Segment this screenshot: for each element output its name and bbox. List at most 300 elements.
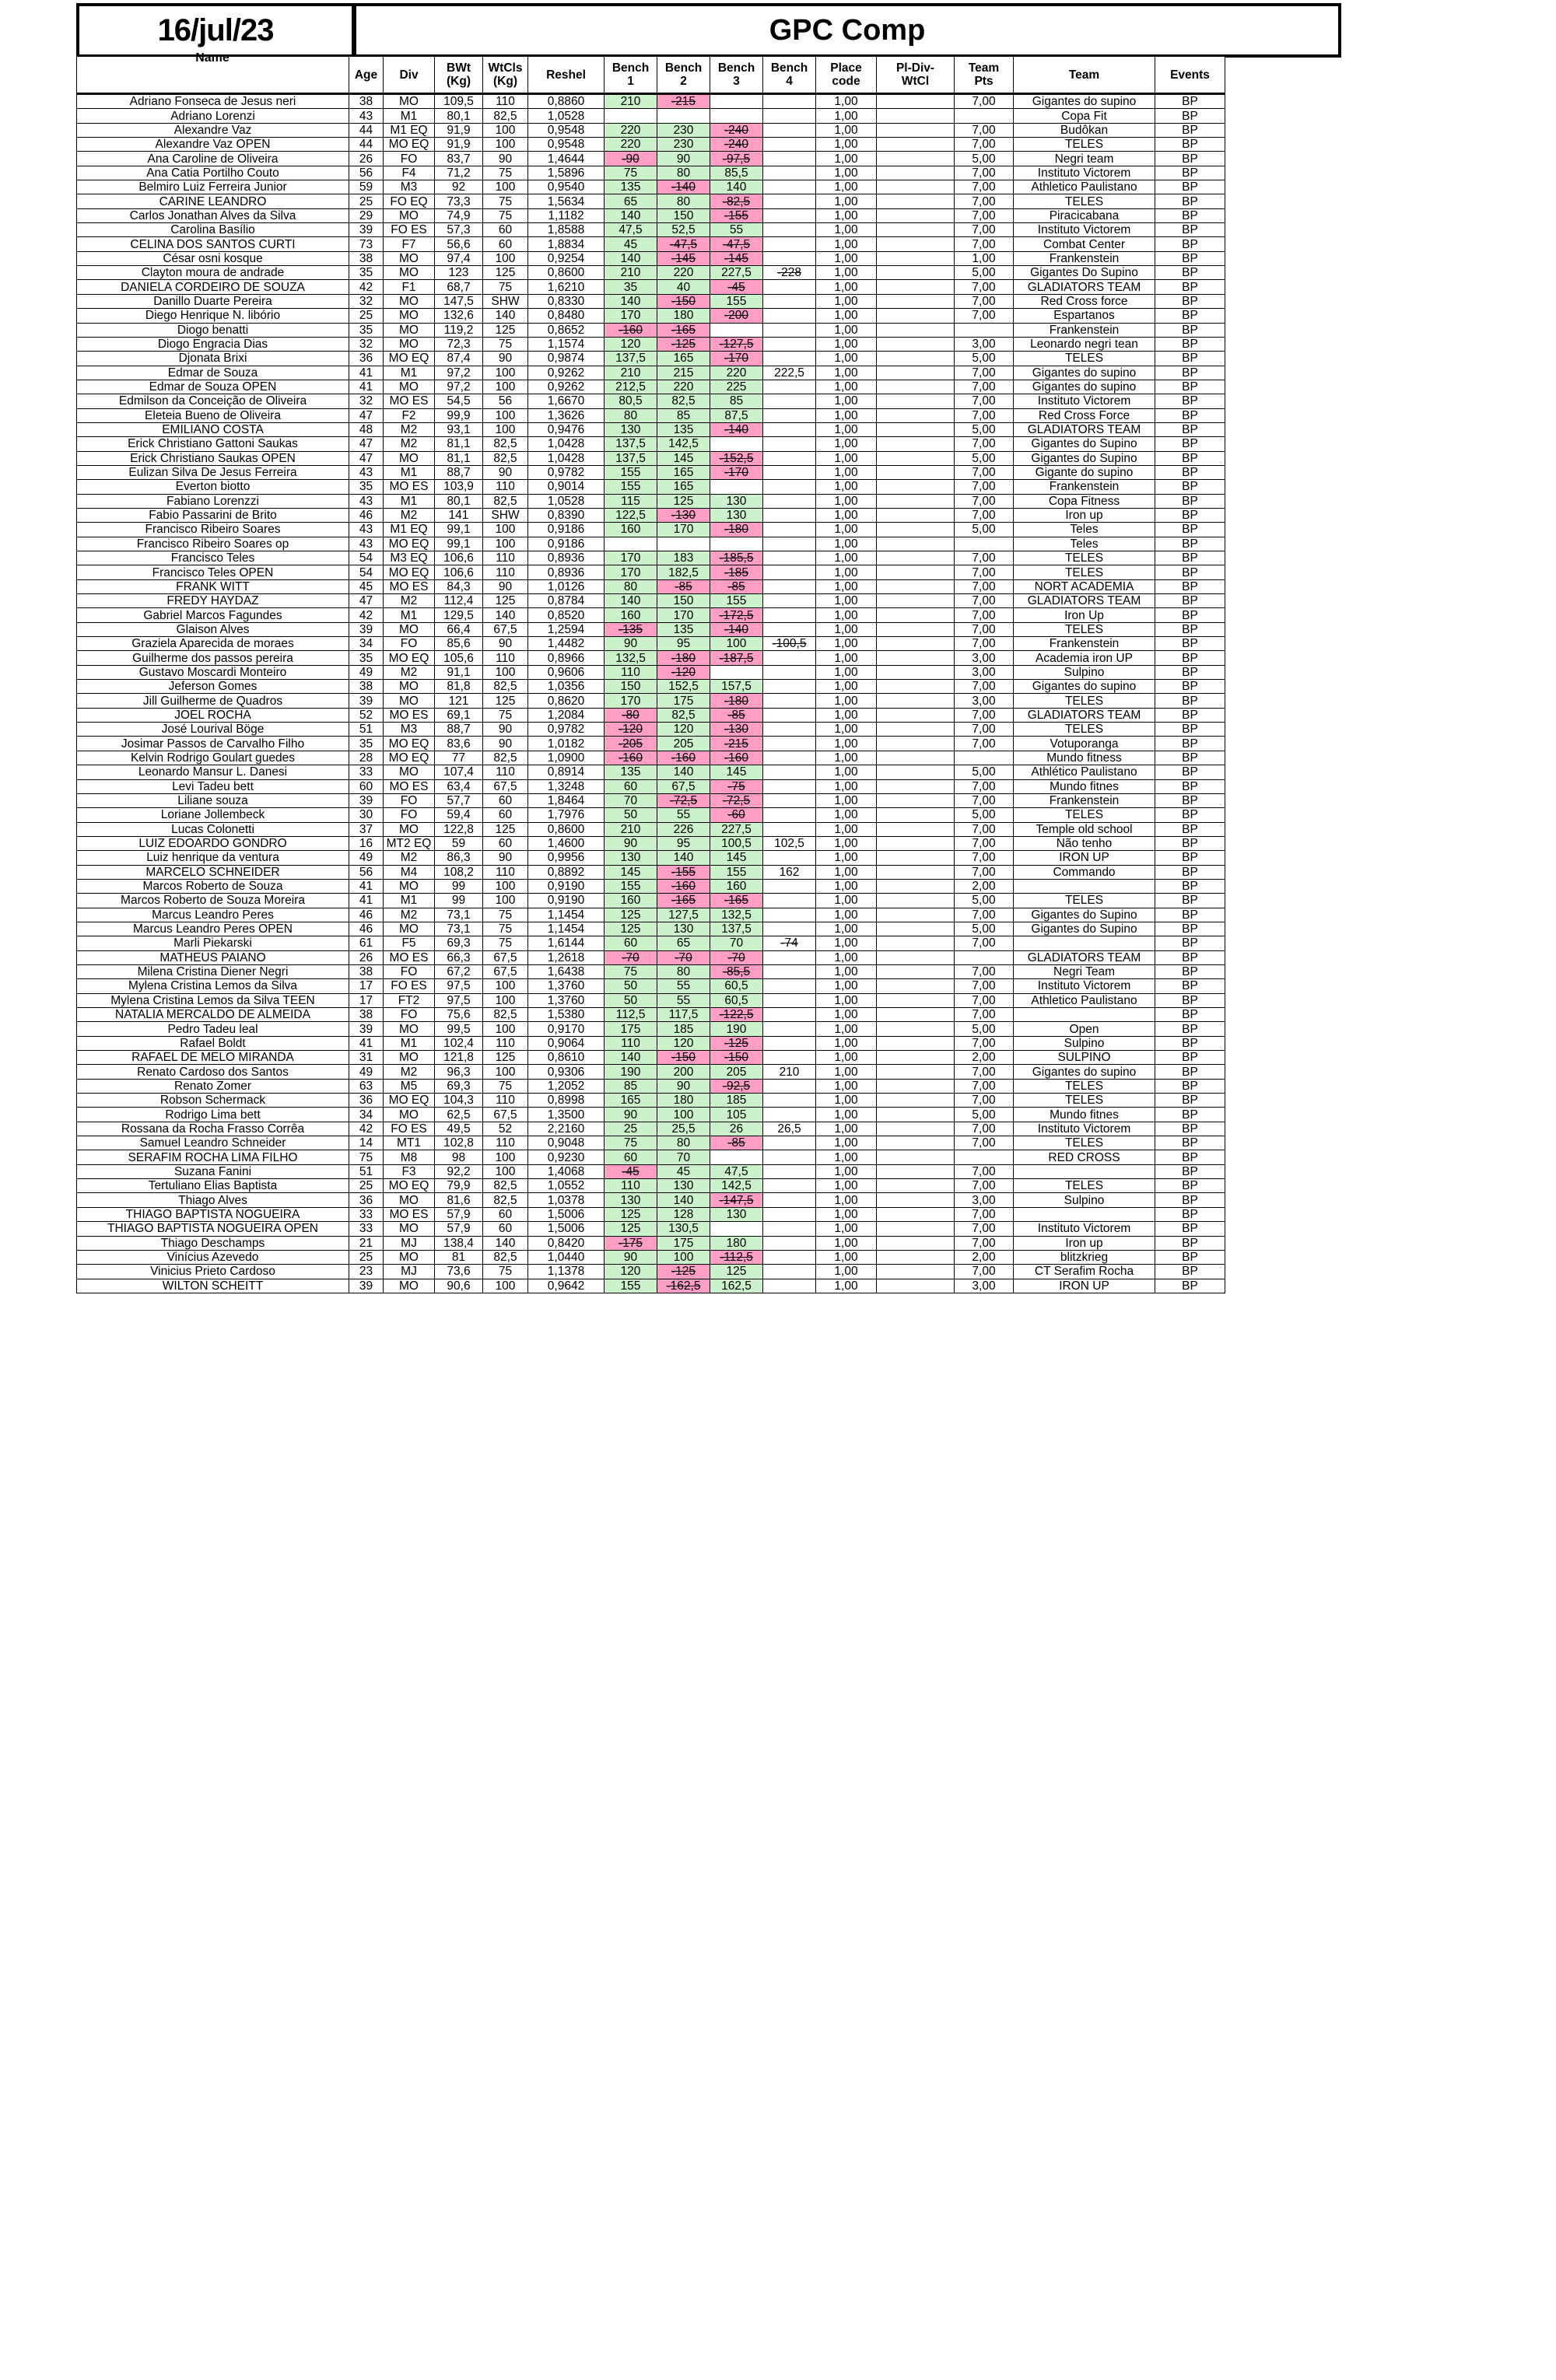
cell-wtcls[interactable]: 100: [483, 1164, 528, 1178]
cell-team-pts[interactable]: 7,00: [955, 1036, 1014, 1050]
cell-name[interactable]: Marli Piekarski: [77, 936, 349, 950]
cell-team-pts[interactable]: [955, 109, 1014, 123]
cell-bwt[interactable]: 99,9: [435, 408, 483, 422]
table-row[interactable]: [77, 309, 1225, 323]
cell-bench-3[interactable]: -172,5: [710, 608, 763, 622]
cell-reshel[interactable]: 0,9548: [528, 123, 605, 137]
cell-events[interactable]: BP: [1155, 380, 1225, 394]
cell-bench-3[interactable]: 85: [710, 394, 763, 408]
cell-bench-3[interactable]: -187,5: [710, 651, 763, 665]
cell-wtcls[interactable]: 100: [483, 979, 528, 993]
cell-bench-1[interactable]: 140: [605, 294, 657, 308]
cell-bench-3[interactable]: -145: [710, 251, 763, 265]
cell-events[interactable]: BP: [1155, 1265, 1225, 1279]
cell-name[interactable]: Marcus Leandro Peres: [77, 908, 349, 922]
cell-team[interactable]: IRON UP: [1014, 851, 1155, 865]
cell-name[interactable]: Glaison Alves: [77, 622, 349, 636]
cell-pl-div-wtcl[interactable]: [877, 922, 955, 936]
cell-bench-1[interactable]: 125: [605, 1207, 657, 1221]
cell-bench-2[interactable]: 205: [657, 737, 710, 751]
cell-pl-div-wtcl[interactable]: [877, 494, 955, 508]
cell-place-code[interactable]: 1,00: [816, 1222, 877, 1236]
cell-bench-2[interactable]: 128: [657, 1207, 710, 1221]
cell-events[interactable]: BP: [1155, 1022, 1225, 1036]
cell-place-code[interactable]: 1,00: [816, 922, 877, 936]
cell-bench-1[interactable]: 137,5: [605, 437, 657, 451]
cell-wtcls[interactable]: 82,5: [483, 1008, 528, 1022]
cell-wtcls[interactable]: 110: [483, 480, 528, 494]
cell-events[interactable]: BP: [1155, 408, 1225, 422]
cell-bwt[interactable]: 88,7: [435, 723, 483, 737]
cell-bwt[interactable]: 93,1: [435, 422, 483, 436]
cell-bench-3[interactable]: 26: [710, 1122, 763, 1136]
cell-bench-2[interactable]: -160: [657, 751, 710, 765]
cell-reshel[interactable]: 1,0528: [528, 109, 605, 123]
cell-div[interactable]: MO: [384, 922, 435, 936]
cell-team-pts[interactable]: 5,00: [955, 523, 1014, 537]
cell-pl-div-wtcl[interactable]: [877, 208, 955, 222]
cell-bwt[interactable]: 97,2: [435, 366, 483, 380]
cell-place-code[interactable]: 1,00: [816, 950, 877, 964]
cell-wtcls[interactable]: 100: [483, 537, 528, 551]
cell-team[interactable]: Mundo fitnes: [1014, 779, 1155, 793]
cell-bench-2[interactable]: 175: [657, 1236, 710, 1250]
cell-events[interactable]: BP: [1155, 451, 1225, 465]
cell-team-pts[interactable]: 5,00: [955, 422, 1014, 436]
cell-reshel[interactable]: 0,8892: [528, 865, 605, 879]
cell-events[interactable]: BP: [1155, 894, 1225, 908]
cell-pl-div-wtcl[interactable]: [877, 451, 955, 465]
cell-team[interactable]: Academia iron UP: [1014, 651, 1155, 665]
cell-pl-div-wtcl[interactable]: [877, 822, 955, 836]
cell-bench-3[interactable]: -180: [710, 523, 763, 537]
cell-bench-1[interactable]: 80,5: [605, 394, 657, 408]
cell-bench-4[interactable]: [763, 208, 816, 222]
cell-reshel[interactable]: 0,8652: [528, 323, 605, 337]
table-row[interactable]: [77, 793, 1225, 807]
cell-wtcls[interactable]: 82,5: [483, 1193, 528, 1207]
cell-bench-3[interactable]: -130: [710, 723, 763, 737]
cell-pl-div-wtcl[interactable]: [877, 1108, 955, 1122]
cell-team-pts[interactable]: 7,00: [955, 380, 1014, 394]
cell-team-pts[interactable]: 7,00: [955, 565, 1014, 579]
table-row[interactable]: [77, 1022, 1225, 1036]
cell-bench-3[interactable]: -72,5: [710, 793, 763, 807]
cell-place-code[interactable]: 1,00: [816, 123, 877, 137]
cell-div[interactable]: F1: [384, 280, 435, 294]
cell-team[interactable]: GLADIATORS TEAM: [1014, 594, 1155, 608]
cell-bench-2[interactable]: -165: [657, 894, 710, 908]
cell-name[interactable]: Tertuliano Elias Baptista: [77, 1179, 349, 1193]
cell-div[interactable]: M1: [384, 109, 435, 123]
cell-age[interactable]: 43: [349, 537, 384, 551]
table-row[interactable]: [77, 1193, 1225, 1207]
cell-wtcls[interactable]: 110: [483, 765, 528, 779]
cell-name[interactable]: César osni kosque: [77, 251, 349, 265]
cell-events[interactable]: BP: [1155, 1036, 1225, 1050]
cell-bench-1[interactable]: 90: [605, 836, 657, 850]
cell-wtcls[interactable]: 125: [483, 694, 528, 708]
table-row[interactable]: [77, 1051, 1225, 1065]
cell-team-pts[interactable]: 7,00: [955, 123, 1014, 137]
cell-pl-div-wtcl[interactable]: [877, 508, 955, 522]
cell-age[interactable]: 23: [349, 1265, 384, 1279]
cell-wtcls[interactable]: 90: [483, 737, 528, 751]
cell-team-pts[interactable]: 7,00: [955, 1236, 1014, 1250]
cell-team[interactable]: Espartanos: [1014, 309, 1155, 323]
cell-age[interactable]: 32: [349, 394, 384, 408]
cell-name[interactable]: CELINA DOS SANTOS CURTI: [77, 237, 349, 251]
cell-place-code[interactable]: 1,00: [816, 665, 877, 679]
cell-pl-div-wtcl[interactable]: [877, 523, 955, 537]
cell-team-pts[interactable]: 7,00: [955, 1122, 1014, 1136]
cell-bench-4[interactable]: [763, 237, 816, 251]
cell-team-pts[interactable]: 5,00: [955, 808, 1014, 822]
cell-team-pts[interactable]: 7,00: [955, 208, 1014, 222]
cell-team[interactable]: Gigantes do supino: [1014, 1065, 1155, 1079]
cell-bench-3[interactable]: -85: [710, 579, 763, 593]
cell-events[interactable]: BP: [1155, 1150, 1225, 1164]
cell-bwt[interactable]: 91,9: [435, 138, 483, 152]
cell-bench-4[interactable]: [763, 280, 816, 294]
cell-bench-3[interactable]: 70: [710, 936, 763, 950]
cell-bwt[interactable]: 81,6: [435, 1193, 483, 1207]
cell-bench-4[interactable]: [763, 1094, 816, 1108]
cell-events[interactable]: BP: [1155, 793, 1225, 807]
cell-bench-2[interactable]: 45: [657, 1164, 710, 1178]
cell-bwt[interactable]: 121: [435, 694, 483, 708]
table-row[interactable]: [77, 637, 1225, 651]
cell-bench-2[interactable]: -150: [657, 294, 710, 308]
cell-events[interactable]: BP: [1155, 765, 1225, 779]
cell-pl-div-wtcl[interactable]: [877, 950, 955, 964]
cell-bench-4[interactable]: [763, 950, 816, 964]
cell-wtcls[interactable]: 75: [483, 908, 528, 922]
cell-place-code[interactable]: 1,00: [816, 894, 877, 908]
cell-bench-4[interactable]: [763, 651, 816, 665]
cell-bench-1[interactable]: 125: [605, 922, 657, 936]
cell-wtcls[interactable]: 82,5: [483, 109, 528, 123]
cell-place-code[interactable]: 1,00: [816, 637, 877, 651]
cell-bwt[interactable]: 132,6: [435, 309, 483, 323]
cell-bench-4[interactable]: [763, 251, 816, 265]
cell-bench-4[interactable]: [763, 323, 816, 337]
cell-team-pts[interactable]: [955, 751, 1014, 765]
cell-bench-4[interactable]: [763, 109, 816, 123]
cell-age[interactable]: 34: [349, 637, 384, 651]
cell-age[interactable]: 49: [349, 1065, 384, 1079]
cell-div[interactable]: F4: [384, 166, 435, 180]
cell-events[interactable]: BP: [1155, 480, 1225, 494]
cell-team[interactable]: TELES: [1014, 565, 1155, 579]
cell-age[interactable]: 39: [349, 1279, 384, 1293]
cell-bench-3[interactable]: 160: [710, 879, 763, 893]
cell-wtcls[interactable]: 110: [483, 551, 528, 565]
cell-bench-3[interactable]: -155: [710, 208, 763, 222]
cell-bench-2[interactable]: 127,5: [657, 908, 710, 922]
cell-div[interactable]: FO EQ: [384, 194, 435, 208]
table-row[interactable]: [77, 765, 1225, 779]
cell-team[interactable]: Athletico Paulistano: [1014, 180, 1155, 194]
cell-pl-div-wtcl[interactable]: [877, 294, 955, 308]
cell-bench-3[interactable]: 125: [710, 1265, 763, 1279]
cell-div[interactable]: MO: [384, 294, 435, 308]
cell-div[interactable]: MO EQ: [384, 138, 435, 152]
cell-place-code[interactable]: 1,00: [816, 865, 877, 879]
cell-bench-1[interactable]: 160: [605, 894, 657, 908]
cell-events[interactable]: BP: [1155, 694, 1225, 708]
cell-team[interactable]: TELES: [1014, 808, 1155, 822]
cell-bwt[interactable]: 108,2: [435, 865, 483, 879]
cell-bench-2[interactable]: -85: [657, 579, 710, 593]
cell-bench-4[interactable]: [763, 152, 816, 166]
cell-team[interactable]: Sulpino: [1014, 665, 1155, 679]
cell-name[interactable]: Luiz henrique da ventura: [77, 851, 349, 865]
cell-place-code[interactable]: 1,00: [816, 380, 877, 394]
cell-bench-1[interactable]: 85: [605, 1079, 657, 1093]
cell-name[interactable]: Mylena Cristina Lemos da Silva: [77, 979, 349, 993]
cell-team[interactable]: TELES: [1014, 352, 1155, 366]
cell-bench-2[interactable]: 170: [657, 608, 710, 622]
cell-bench-4[interactable]: [763, 979, 816, 993]
cell-bench-3[interactable]: 220: [710, 366, 763, 380]
table-row[interactable]: [77, 437, 1225, 451]
cell-team[interactable]: Instituto Victorem: [1014, 1222, 1155, 1236]
cell-events[interactable]: BP: [1155, 1094, 1225, 1108]
cell-bwt[interactable]: 71,2: [435, 166, 483, 180]
cell-events[interactable]: BP: [1155, 352, 1225, 366]
cell-bwt[interactable]: 106,6: [435, 565, 483, 579]
cell-age[interactable]: 51: [349, 1164, 384, 1178]
cell-bench-2[interactable]: 130: [657, 922, 710, 936]
cell-name[interactable]: Diogo benatti: [77, 323, 349, 337]
cell-name[interactable]: Gustavo Moscardi Monteiro: [77, 665, 349, 679]
cell-bwt[interactable]: 81,1: [435, 437, 483, 451]
cell-bench-3[interactable]: -85: [710, 1136, 763, 1150]
cell-team[interactable]: Instituto Victorem: [1014, 166, 1155, 180]
cell-bench-3[interactable]: -152,5: [710, 451, 763, 465]
table-row[interactable]: [77, 109, 1225, 123]
cell-reshel[interactable]: 1,4600: [528, 836, 605, 850]
cell-name[interactable]: Marcos Roberto de Souza Moreira: [77, 894, 349, 908]
cell-team[interactable]: Gigante do supino: [1014, 465, 1155, 479]
cell-reshel[interactable]: 0,9782: [528, 723, 605, 737]
cell-div[interactable]: FO: [384, 808, 435, 822]
cell-age[interactable]: 60: [349, 779, 384, 793]
cell-team[interactable]: SULPINO: [1014, 1051, 1155, 1065]
cell-name[interactable]: Graziela Aparecida de moraes: [77, 637, 349, 651]
table-row[interactable]: [77, 1108, 1225, 1122]
cell-team[interactable]: TELES: [1014, 694, 1155, 708]
cell-wtcls[interactable]: 90: [483, 723, 528, 737]
cell-bench-4[interactable]: [763, 793, 816, 807]
cell-place-code[interactable]: 1,00: [816, 266, 877, 280]
cell-pl-div-wtcl[interactable]: [877, 280, 955, 294]
cell-wtcls[interactable]: 125: [483, 594, 528, 608]
cell-pl-div-wtcl[interactable]: [877, 152, 955, 166]
cell-events[interactable]: BP: [1155, 651, 1225, 665]
cell-bench-2[interactable]: 120: [657, 723, 710, 737]
cell-bench-4[interactable]: [763, 194, 816, 208]
cell-div[interactable]: M1: [384, 1036, 435, 1050]
cell-team[interactable]: [1014, 1207, 1155, 1221]
cell-div[interactable]: MO EQ: [384, 537, 435, 551]
cell-team[interactable]: Athlético Paulistano: [1014, 765, 1155, 779]
cell-age[interactable]: 25: [349, 194, 384, 208]
cell-div[interactable]: MO: [384, 1222, 435, 1236]
cell-team[interactable]: Negri team: [1014, 152, 1155, 166]
cell-bwt[interactable]: 83,7: [435, 152, 483, 166]
table-row[interactable]: [77, 950, 1225, 964]
cell-bench-4[interactable]: [763, 294, 816, 308]
cell-wtcls[interactable]: 100: [483, 879, 528, 893]
cell-bench-1[interactable]: 150: [605, 680, 657, 694]
cell-bench-4[interactable]: [763, 1236, 816, 1250]
cell-div[interactable]: MO: [384, 251, 435, 265]
cell-div[interactable]: MO: [384, 879, 435, 893]
cell-bwt[interactable]: 86,3: [435, 851, 483, 865]
cell-div[interactable]: MO: [384, 380, 435, 394]
cell-events[interactable]: BP: [1155, 594, 1225, 608]
cell-name[interactable]: Carolina Basílio: [77, 223, 349, 237]
cell-bench-3[interactable]: 162,5: [710, 1279, 763, 1293]
cell-team[interactable]: Frankenstein: [1014, 480, 1155, 494]
cell-reshel[interactable]: 1,0428: [528, 451, 605, 465]
cell-name[interactable]: Eleteia Bueno de Oliveira: [77, 408, 349, 422]
cell-bench-4[interactable]: [763, 851, 816, 865]
cell-team[interactable]: Instituto Victorem: [1014, 1122, 1155, 1136]
cell-age[interactable]: 41: [349, 1036, 384, 1050]
cell-bench-4[interactable]: [763, 808, 816, 822]
table-row[interactable]: [77, 922, 1225, 936]
cell-team-pts[interactable]: 3,00: [955, 337, 1014, 351]
cell-reshel[interactable]: 0,9190: [528, 894, 605, 908]
cell-events[interactable]: BP: [1155, 280, 1225, 294]
cell-bench-1[interactable]: 110: [605, 665, 657, 679]
cell-div[interactable]: FO: [384, 964, 435, 978]
cell-team-pts[interactable]: 7,00: [955, 194, 1014, 208]
cell-age[interactable]: 75: [349, 1150, 384, 1164]
cell-team-pts[interactable]: 7,00: [955, 908, 1014, 922]
cell-team-pts[interactable]: 7,00: [955, 180, 1014, 194]
cell-team-pts[interactable]: 5,00: [955, 1022, 1014, 1036]
cell-place-code[interactable]: 1,00: [816, 1094, 877, 1108]
cell-reshel[interactable]: 0,9186: [528, 537, 605, 551]
table-row[interactable]: [77, 665, 1225, 679]
cell-reshel[interactable]: 1,1454: [528, 908, 605, 922]
cell-team-pts[interactable]: 7,00: [955, 779, 1014, 793]
cell-reshel[interactable]: 0,9956: [528, 851, 605, 865]
cell-bench-2[interactable]: 135: [657, 422, 710, 436]
cell-bwt[interactable]: 92,2: [435, 1164, 483, 1178]
cell-wtcls[interactable]: 60: [483, 1207, 528, 1221]
cell-bench-2[interactable]: -70: [657, 950, 710, 964]
cell-div[interactable]: M2: [384, 422, 435, 436]
cell-reshel[interactable]: 1,4482: [528, 637, 605, 651]
cell-reshel[interactable]: 0,9014: [528, 480, 605, 494]
cell-pl-div-wtcl[interactable]: [877, 537, 955, 551]
cell-bench-2[interactable]: -180: [657, 651, 710, 665]
cell-place-code[interactable]: 1,00: [816, 1079, 877, 1093]
cell-div[interactable]: MO ES: [384, 394, 435, 408]
cell-bench-2[interactable]: 150: [657, 208, 710, 222]
cell-div[interactable]: M2: [384, 1065, 435, 1079]
cell-bench-4[interactable]: [763, 708, 816, 722]
cell-bench-3[interactable]: -170: [710, 465, 763, 479]
cell-name[interactable]: Vinicius Prieto Cardoso: [77, 1265, 349, 1279]
cell-bench-4[interactable]: [763, 1179, 816, 1193]
cell-events[interactable]: BP: [1155, 1164, 1225, 1178]
cell-name[interactable]: Mylena Cristina Lemos da Silva TEEN: [77, 993, 349, 1007]
cell-pl-div-wtcl[interactable]: [877, 1250, 955, 1264]
table-row[interactable]: [77, 993, 1225, 1007]
cell-pl-div-wtcl[interactable]: [877, 1036, 955, 1050]
cell-bench-3[interactable]: 227,5: [710, 266, 763, 280]
cell-name[interactable]: NATALIA MERCALDO DE ALMEIDA: [77, 1008, 349, 1022]
cell-bench-4[interactable]: 222,5: [763, 366, 816, 380]
cell-bench-1[interactable]: 122,5: [605, 508, 657, 522]
cell-bench-1[interactable]: 115: [605, 494, 657, 508]
cell-bench-4[interactable]: [763, 309, 816, 323]
cell-bench-4[interactable]: [763, 123, 816, 137]
cell-team-pts[interactable]: 3,00: [955, 1193, 1014, 1207]
cell-team-pts[interactable]: 5,00: [955, 352, 1014, 366]
cell-bench-3[interactable]: -45: [710, 280, 763, 294]
cell-bench-3[interactable]: 60,5: [710, 979, 763, 993]
cell-team[interactable]: Não tenho: [1014, 836, 1155, 850]
cell-bench-3[interactable]: [710, 1150, 763, 1164]
cell-bench-3[interactable]: 55: [710, 223, 763, 237]
cell-events[interactable]: BP: [1155, 166, 1225, 180]
cell-bench-4[interactable]: [763, 408, 816, 422]
table-row[interactable]: [77, 894, 1225, 908]
cell-name[interactable]: Fabiano Lorenzzi: [77, 494, 349, 508]
table-row[interactable]: [77, 294, 1225, 308]
cell-bench-4[interactable]: [763, 437, 816, 451]
cell-name[interactable]: Alexandre Vaz OPEN: [77, 138, 349, 152]
table-row[interactable]: [77, 1150, 1225, 1164]
cell-bench-2[interactable]: 95: [657, 637, 710, 651]
cell-age[interactable]: 41: [349, 879, 384, 893]
cell-team[interactable]: Mundo fitness: [1014, 751, 1155, 765]
cell-reshel[interactable]: 0,8390: [528, 508, 605, 522]
cell-bench-1[interactable]: 80: [605, 579, 657, 593]
cell-name[interactable]: Marcos Roberto de Souza: [77, 879, 349, 893]
cell-name[interactable]: THIAGO BAPTISTA NOGUEIRA: [77, 1207, 349, 1221]
cell-bwt[interactable]: 73,1: [435, 922, 483, 936]
cell-name[interactable]: Everton biotto: [77, 480, 349, 494]
cell-age[interactable]: 47: [349, 451, 384, 465]
cell-bench-1[interactable]: -120: [605, 723, 657, 737]
table-row[interactable]: [77, 964, 1225, 978]
cell-name[interactable]: Francisco Ribeiro Soares op: [77, 537, 349, 551]
cell-bwt[interactable]: 112,4: [435, 594, 483, 608]
cell-place-code[interactable]: 1,00: [816, 979, 877, 993]
cell-team[interactable]: RED CROSS: [1014, 1150, 1155, 1164]
cell-bench-3[interactable]: 130: [710, 1207, 763, 1221]
cell-bwt[interactable]: 57,7: [435, 793, 483, 807]
cell-reshel[interactable]: 1,2084: [528, 708, 605, 722]
cell-pl-div-wtcl[interactable]: [877, 1150, 955, 1164]
cell-wtcls[interactable]: 82,5: [483, 1250, 528, 1264]
cell-pl-div-wtcl[interactable]: [877, 1065, 955, 1079]
cell-pl-div-wtcl[interactable]: [877, 993, 955, 1007]
cell-place-code[interactable]: 1,00: [816, 194, 877, 208]
table-row[interactable]: [77, 680, 1225, 694]
cell-div[interactable]: M2: [384, 437, 435, 451]
cell-age[interactable]: 48: [349, 422, 384, 436]
cell-div[interactable]: FO: [384, 152, 435, 166]
